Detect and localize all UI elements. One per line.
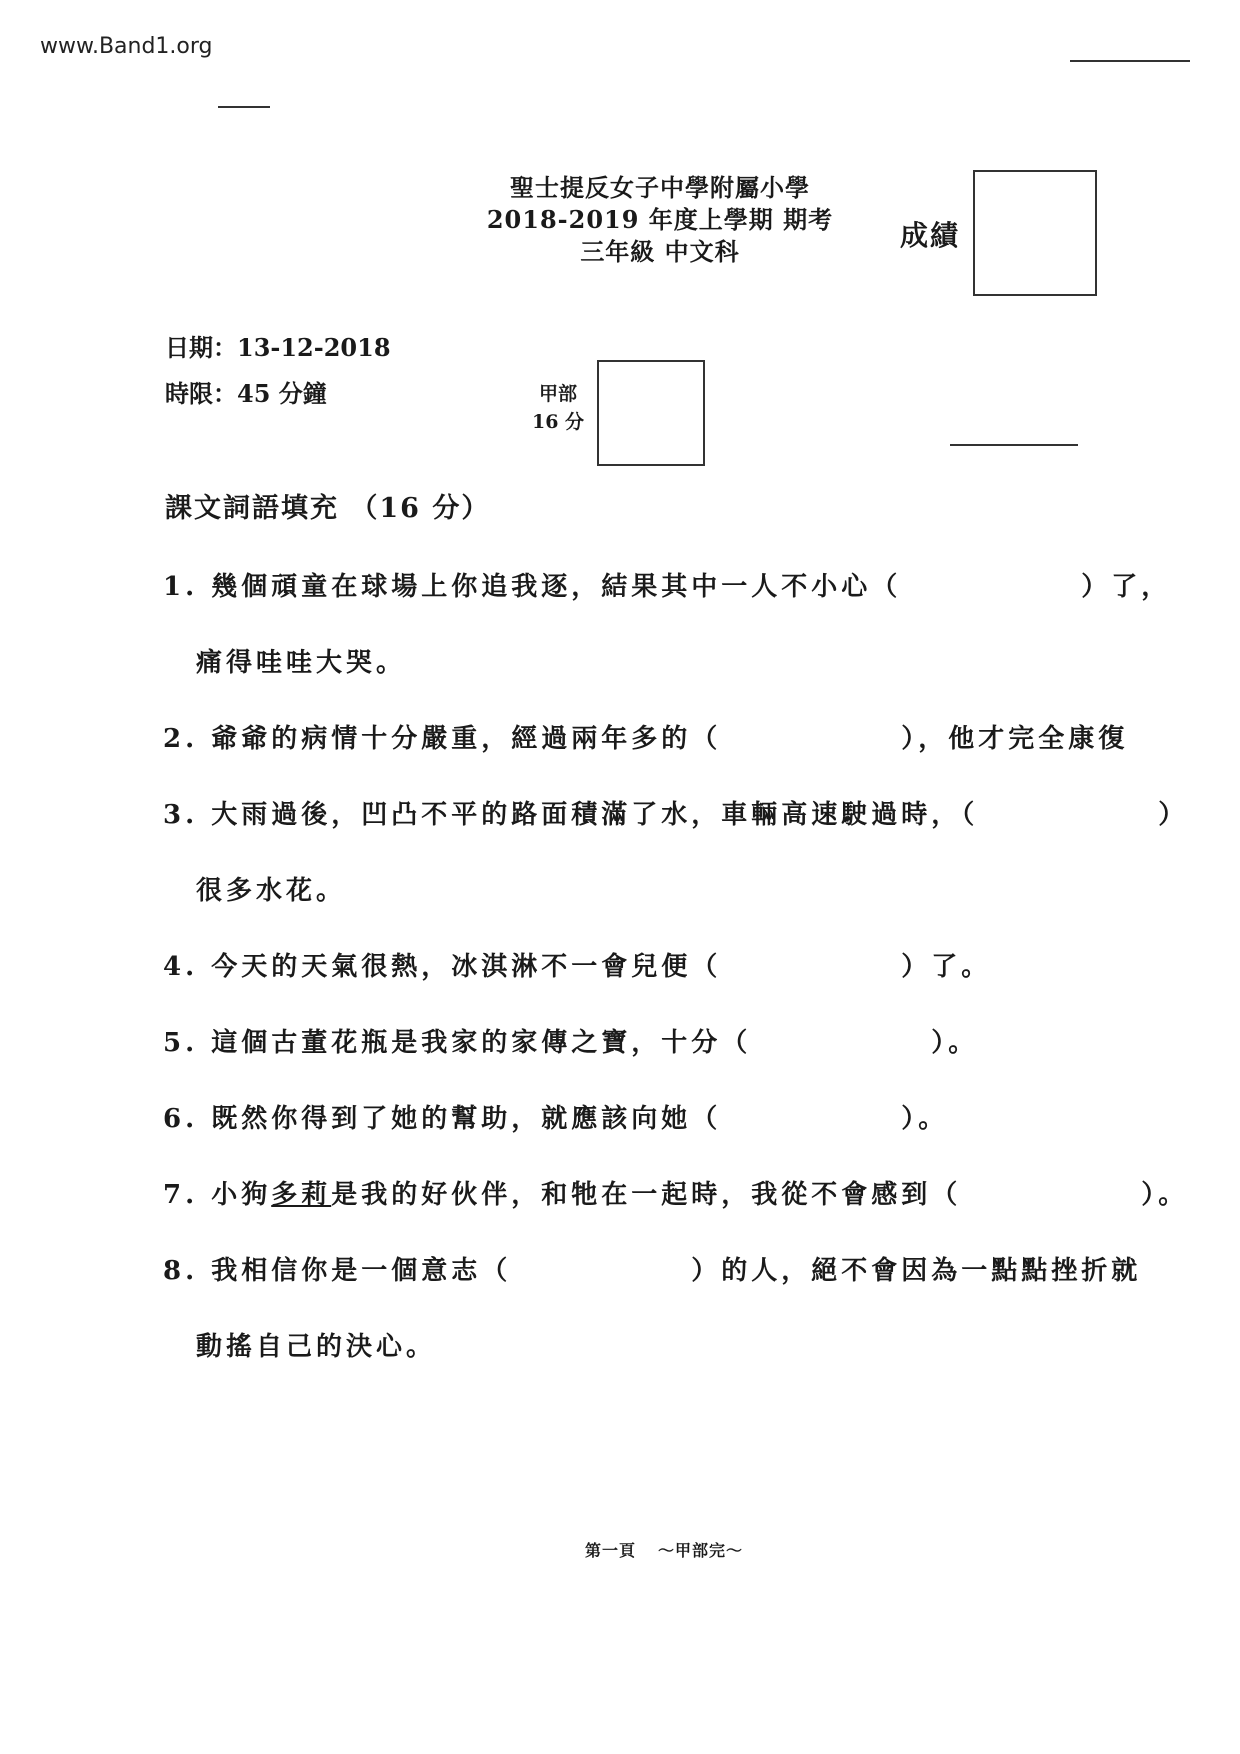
question-7-prefix: 7. 小狗 bbox=[163, 1180, 272, 1210]
question-7-suffix: 是我的好伙伴，和牠在一起時，我從不會感到（ ）。 bbox=[331, 1180, 1189, 1210]
question-2: 2. 爺爺的病情十分嚴重，經過兩年多的（ ），他才完全康復 bbox=[163, 724, 1129, 754]
question-5: 5. 這個古董花瓶是我家的家傳之寶，十分（ ）。 bbox=[163, 1028, 979, 1058]
section-label bbox=[528, 380, 588, 436]
section-marks: 16 分 bbox=[531, 411, 585, 433]
question-3-continued: 很多水花。 bbox=[196, 876, 347, 906]
page-number: 第一頁 bbox=[585, 1541, 637, 1560]
section-name: 甲部 bbox=[538, 383, 577, 405]
question-7-pet-name: 多莉 bbox=[271, 1180, 332, 1210]
question-7 bbox=[163, 1174, 1188, 1211]
exam-subject: 三年級 中文科 bbox=[580, 237, 740, 266]
watermark: www.Band1.org bbox=[40, 34, 213, 59]
question-1: 1. 幾個頑童在球場上你追我逐，結果其中一人不小心（ ）了， bbox=[163, 572, 1172, 602]
section-title: 課文詞語填充 （16 分） bbox=[165, 493, 491, 524]
grade-box bbox=[973, 170, 1097, 296]
side-rule bbox=[950, 444, 1078, 446]
section-end-note: ～甲部完～ bbox=[658, 1541, 744, 1560]
question-3: 3. 大雨過後，凹凸不平的路面積滿了水，車輛高速駛過時，（ ） bbox=[163, 800, 1189, 830]
top-right-rule bbox=[1070, 60, 1190, 62]
question-8-continued: 動搖自己的決心。 bbox=[196, 1332, 437, 1362]
exam-date: 日期：13-12-2018 bbox=[165, 333, 391, 362]
question-6: 6. 既然你得到了她的幫助，就應該向她（ ）。 bbox=[163, 1104, 949, 1134]
question-4: 4. 今天的天氣很熱，冰淇淋不一會兒便（ ）了。 bbox=[163, 952, 992, 982]
top-left-mark bbox=[218, 106, 270, 108]
exam-time-limit: 時限：45 分鐘 bbox=[165, 379, 327, 408]
section-score-box bbox=[597, 360, 705, 466]
exam-term: 2018-2019 年度上學期 期考 bbox=[486, 205, 834, 234]
exam-header bbox=[460, 172, 860, 268]
question-1-continued: 痛得哇哇大哭。 bbox=[196, 648, 407, 678]
page-footer bbox=[585, 1538, 743, 1561]
school-name: 聖士提反女子中學附屬小學 bbox=[510, 173, 810, 202]
grade-label: 成績 bbox=[900, 219, 961, 252]
question-8: 8. 我相信你是一個意志（ ）的人，絕不會因為一點點挫折就 bbox=[163, 1256, 1142, 1286]
